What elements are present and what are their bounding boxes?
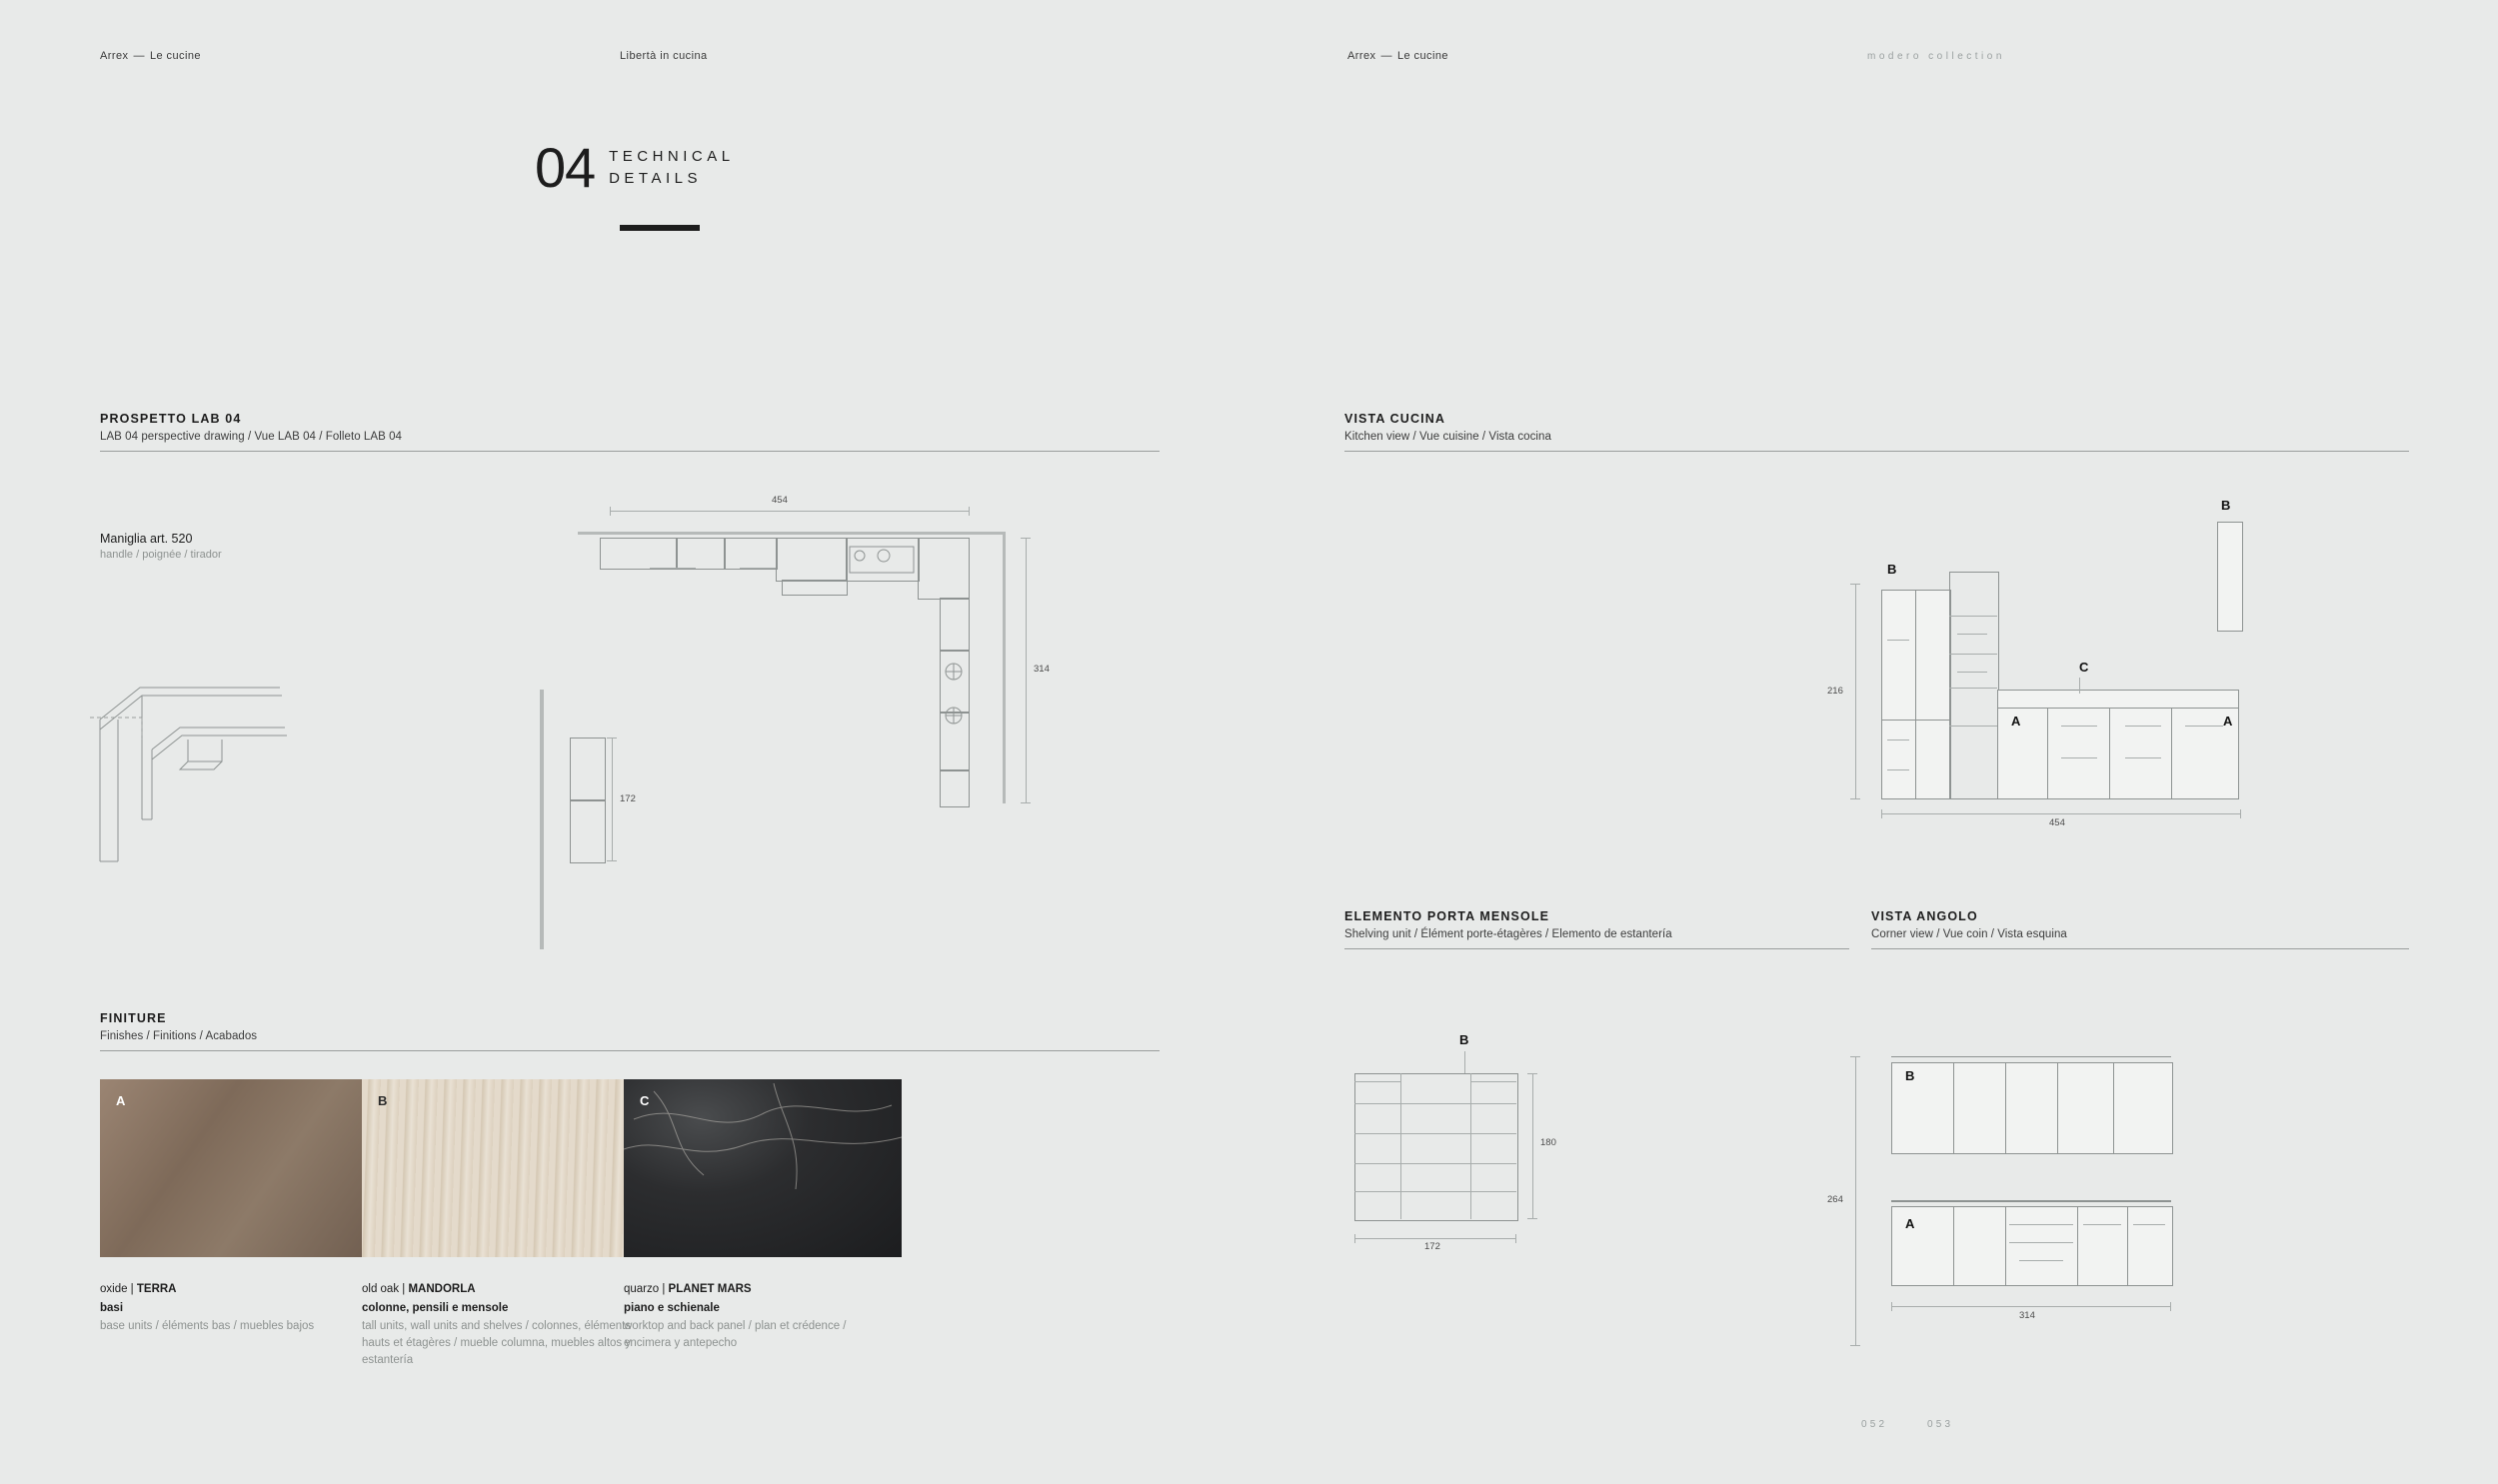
dim-kitchen-width-454: 454 <box>2049 817 2065 828</box>
section-finiture-subtitle: Finishes / Finitions / Acabados <box>100 1030 258 1042</box>
marker-b-left: B <box>1887 562 1897 577</box>
chapter-title <box>609 146 735 190</box>
dim-kitchen-height-216: 216 <box>1827 686 1843 697</box>
finish-name-a: oxide | TERRA <box>100 1283 177 1295</box>
runhead-sub: Le cucine <box>149 50 201 62</box>
runhead-left <box>100 50 201 62</box>
dim-right-314: 314 <box>1034 664 1050 675</box>
section-vista-angolo-subtitle: Corner view / Vue coin / Vista esquina <box>1871 928 2067 940</box>
shelving-drawing <box>1344 1019 1604 1269</box>
marker-a-left: A <box>2011 714 2021 729</box>
runhead-dash-right: — <box>1380 50 1392 62</box>
finish-caption-a <box>100 1281 370 1335</box>
runhead-brand: Arrex <box>100 50 129 62</box>
dim-corner-width-314: 314 <box>2019 1310 2035 1321</box>
finish-group-b: colonne, pensili e mensole <box>362 1301 509 1314</box>
chapter-number: 04 <box>535 136 596 199</box>
dim-panel-172: 172 <box>620 793 636 804</box>
finish-group-c: piano e schienale <box>624 1301 720 1314</box>
kitchen-elevation-drawing <box>1827 498 2399 828</box>
section-vista-cucina-subtitle: Kitchen view / Vue cuisine / Vista cocina <box>1344 431 1551 443</box>
section-finiture <box>100 1011 1160 1051</box>
section-vista-angolo <box>1871 909 2409 949</box>
page-number-right: 053 <box>1927 1419 1954 1430</box>
marker-a-corner: A <box>1905 1216 1915 1231</box>
runhead-sub-right: Le cucine <box>1396 50 1448 62</box>
section-elemento <box>1344 909 1849 949</box>
finish-letter-c: C <box>640 1093 650 1108</box>
handle-sub: handle / poignée / tirador <box>100 549 222 561</box>
section-vista-cucina <box>1344 412 2409 452</box>
handle-name: Maniglia art. 520 <box>100 532 193 546</box>
finish-swatch-c <box>624 1079 902 1257</box>
dim-shelving-height-180: 180 <box>1540 1137 1556 1148</box>
section-prospetto <box>100 412 1160 452</box>
finish-caption-c <box>624 1281 894 1352</box>
runhead-right-page <box>1347 50 1448 62</box>
marker-b-shelving: B <box>1459 1032 1469 1047</box>
section-prospetto-subtitle: LAB 04 perspective drawing / Vue LAB 04 / Folleto LAB 04 <box>100 431 402 443</box>
runhead-dash: — <box>133 50 145 62</box>
finish-swatch-a <box>100 1079 378 1257</box>
dim-shelving-width-172: 172 <box>1424 1241 1440 1252</box>
marker-b-right: B <box>2221 498 2231 513</box>
finish-desc-c: worktop and back panel / plan et crédence / encimera y antepecho <box>624 1320 847 1350</box>
finish-letter-a: A <box>116 1093 126 1108</box>
dim-top-454: 454 <box>772 495 788 506</box>
section-elemento-title: ELEMENTO PORTA MENSOLE <box>1344 909 1550 923</box>
chapter-title-line2: DETAILS <box>609 169 702 187</box>
chapter-mark <box>535 136 735 199</box>
finish-desc-b: tall units, wall units and shelves / colonnes, éléments hauts et étagères / mueble columna, muebles altos y estantería <box>362 1320 632 1366</box>
marker-c: C <box>2079 660 2089 675</box>
section-prospetto-title: PROSPETTO LAB 04 <box>100 412 242 426</box>
finish-name-b: old oak | MANDORLA <box>362 1283 476 1295</box>
section-vista-angolo-rule <box>1871 948 2409 949</box>
corner-view-drawing <box>1827 1034 2259 1324</box>
section-elemento-subtitle: Shelving unit / Élément porte-étagères / Elemento de estantería <box>1344 928 1672 940</box>
appliance-icon <box>938 656 970 765</box>
finish-desc-a: base units / éléments bas / muebles bajos <box>100 1320 315 1333</box>
section-vista-angolo-title: VISTA ANGOLO <box>1871 909 1978 923</box>
runhead-brand-right: Arrex <box>1347 50 1376 62</box>
finish-swatch-b <box>362 1079 640 1257</box>
collection-name: modero collection <box>1867 51 2005 62</box>
section-elemento-rule <box>1344 948 1849 949</box>
page-number-left: 052 <box>1861 1419 1888 1430</box>
marker-b-corner: B <box>1905 1068 1915 1083</box>
finish-group-a: basi <box>100 1301 124 1314</box>
finish-name-c: quarzo | PLANET MARS <box>624 1283 752 1295</box>
section-prospetto-rule <box>100 451 1160 452</box>
finish-caption-b <box>362 1281 632 1368</box>
lab04-plan-drawing <box>560 495 1060 949</box>
handle-drawing <box>90 600 350 889</box>
runhead-center: Libertà in cucina <box>620 50 708 62</box>
chapter-title-line1: TECHNICAL <box>609 148 735 165</box>
marble-veins <box>624 1079 902 1257</box>
handle-label <box>100 532 222 561</box>
finish-letter-b: B <box>378 1093 388 1108</box>
section-vista-cucina-title: VISTA CUCINA <box>1344 412 1445 426</box>
section-vista-cucina-rule <box>1344 451 2409 452</box>
marker-a-right: A <box>2223 714 2233 729</box>
chapter-rule <box>620 225 700 231</box>
section-finiture-title: FINITURE <box>100 1011 167 1025</box>
dim-corner-height-264: 264 <box>1827 1194 1843 1205</box>
hob-icon <box>846 544 920 578</box>
section-finiture-rule <box>100 1050 1160 1051</box>
